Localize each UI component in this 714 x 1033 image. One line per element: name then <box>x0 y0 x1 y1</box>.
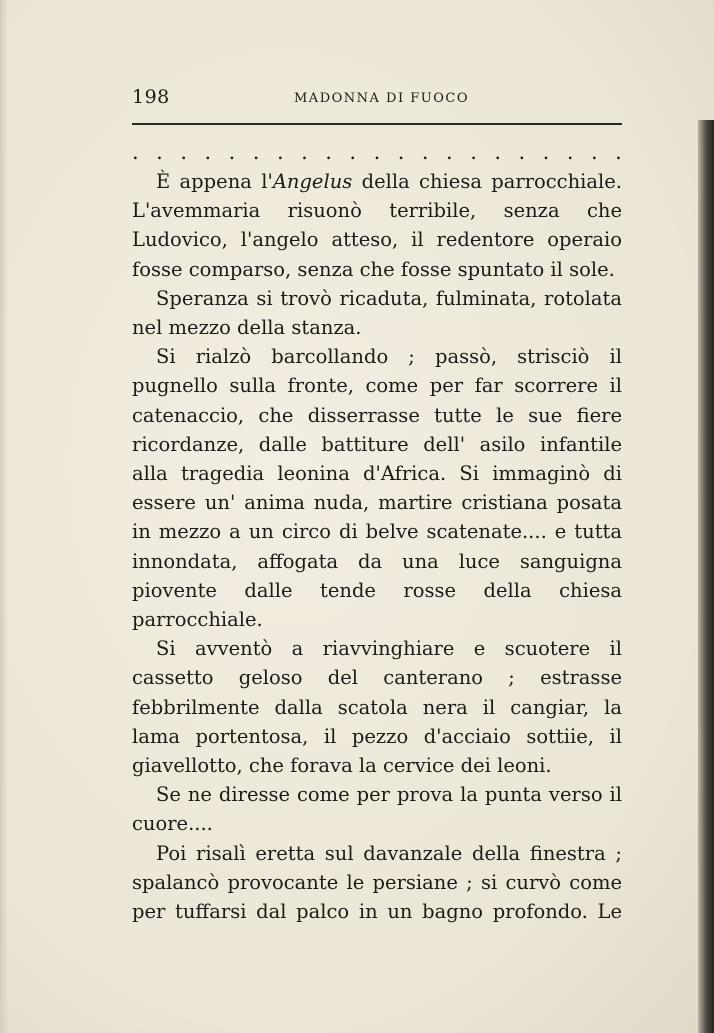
dot: . <box>397 140 405 164</box>
dot: . <box>156 140 163 164</box>
paragraph-2: Speranza si trovò ricaduta, fulminata, rotolata nel mezzo della stanza. <box>132 286 622 340</box>
dot: . <box>204 140 212 164</box>
angelus-italic: Angelus <box>272 170 353 193</box>
dot: . <box>494 140 502 164</box>
dot: . <box>301 140 308 164</box>
page-binding-shadow <box>698 120 714 1033</box>
dot: . <box>615 140 622 164</box>
dot: . <box>228 140 236 164</box>
dot: . <box>518 140 526 164</box>
dot: . <box>470 140 477 164</box>
dot: . <box>421 140 429 164</box>
dot: . <box>590 140 598 164</box>
page-header <box>132 86 622 116</box>
paragraph-1-rest: della chiesa parrocchiale. L'avemmaria risuonò terribile, senza che Ludovico, l'angelo atteso, il redentore operaio fosse comparso, senza che fosse spuntato il sole. <box>132 170 623 281</box>
dot: . <box>325 140 332 164</box>
page-left-edge <box>0 0 8 1033</box>
paragraph-5: Se ne diresse come per prova la punta verso il cuore.... <box>132 783 622 836</box>
section-break-dots <box>132 138 622 167</box>
running-title: MADONNA DI FUOCO <box>294 91 469 106</box>
dot: . <box>252 140 260 164</box>
dot: . <box>446 140 453 164</box>
dot: . <box>542 140 550 164</box>
paragraph-4: Si avventò a riavvinghiare e scuotere il cassetto geloso del canterano ; estrasse febbrilmente dalla scatola nera il cangiar, la lama portentosa, il pezzo d'acciaio sottiie, il giavellotto, che forava la cervice dei leoni. <box>132 637 622 778</box>
dots-row <box>132 138 622 167</box>
dot: . <box>132 140 139 164</box>
paragraph-1-start: È appena l' <box>156 170 273 193</box>
page-number: 198 <box>132 86 170 108</box>
paragraph-1 <box>132 167 622 284</box>
dot: . <box>276 140 284 164</box>
header-rule <box>132 123 622 125</box>
dot: . <box>180 140 187 164</box>
paragraph-3: Si rialzò barcollando ; passò, strisciò il pugnello sulla fronte, come per far scorrere il catenaccio, che disserrasse tutte le sue fiere ricordanze, dalle battiture dell' asilo infantile alla tragedia leonina d'Africa. Si immaginò di essere un' anima nuda, martire cristiana posata in mezzo a un circo di belve scatenate.... e tutta innondata, affogata da una luce sanguigna piovente dalle tende rosse della chiesa parrocchiale. <box>132 345 622 632</box>
body-text <box>132 167 622 926</box>
dot: . <box>373 140 381 164</box>
paragraph-6: Poi risalì eretta sul davanzale della finestra ; spalancò provocante le persiane ; si curvò come per tuffarsi dal palco in un bagno profondo. Le <box>132 841 622 924</box>
dot: . <box>349 140 357 164</box>
dot: . <box>566 140 574 164</box>
